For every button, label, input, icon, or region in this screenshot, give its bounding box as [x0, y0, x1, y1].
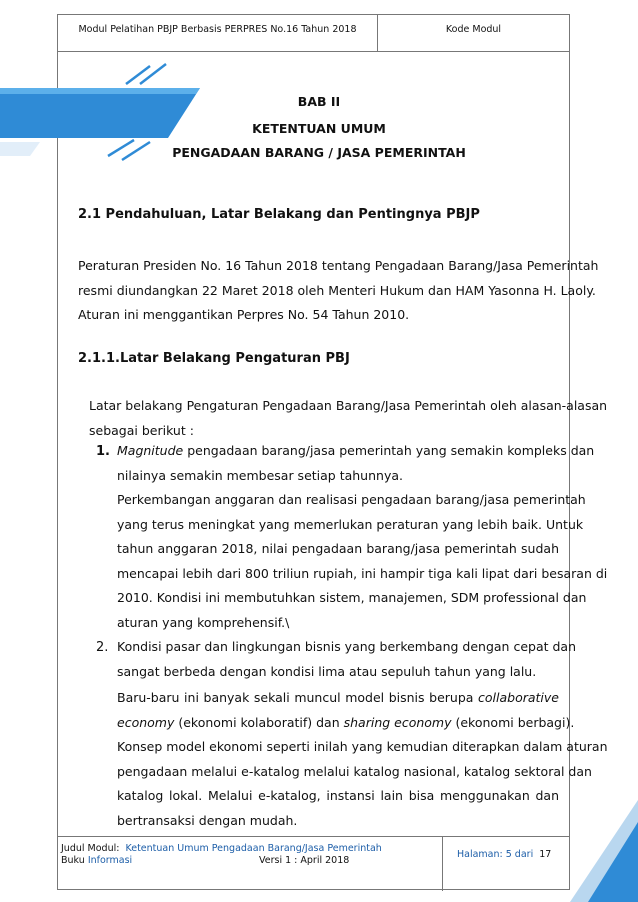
- italic-term: economy: [117, 714, 175, 730]
- buku-value: Informasi: [87, 855, 133, 866]
- text-line: katalog lokal. Melalui e-katalog, instansi lain bisa menggunakan dan: [117, 788, 559, 803]
- chapter-number: BAB II: [297, 94, 341, 109]
- judul-value: Ketentuan Umum Pengadaan Barang/Jasa Pemerintah: [125, 843, 382, 854]
- text-line: [117, 711, 575, 736]
- list-item-1: [117, 439, 608, 635]
- text-line: bertransaksi dengan mudah.: [117, 812, 298, 828]
- text-run: (ekonomi kolaboratif) dan: [174, 714, 344, 730]
- list-item-2: [117, 635, 576, 684]
- page-number: [457, 849, 551, 860]
- footer-line-judul: [61, 843, 391, 855]
- text-line: [117, 439, 595, 464]
- text-line: Kondisi pasar dan lingkungan bisnis yang berkembang dengan cepat dan: [117, 639, 576, 654]
- text-line: Konsep model ekonomi seperti inilah yang kemudian diterapkan dalam aturan: [117, 739, 608, 754]
- text-line: Aturan ini menggantikan Perpres No. 54 Tahun 2010.: [78, 307, 410, 322]
- section-2-1-heading: 2.1 Pendahuluan, Latar Belakang dan Pentingnya PBJP: [78, 207, 480, 222]
- text-line: resmi diundangkan 22 Maret 2018 oleh Menteri Hukum dan HAM Yasonna H. Laoly.: [78, 282, 596, 298]
- footer-line-buku: [61, 855, 391, 867]
- buku-label: Buku: [61, 855, 85, 866]
- text-line: 2010. Kondisi ini membutuhkan sistem, manajemen, SDM professional dan: [117, 590, 587, 605]
- corner-decoration: [570, 770, 638, 902]
- list-number-1: 1.: [96, 444, 110, 459]
- text-line: Peraturan Presiden No. 16 Tahun 2018 tentang Pengadaan Barang/Jasa Pemerintah: [78, 258, 599, 273]
- section-2-1-1-intro: [89, 394, 608, 443]
- module-title: Modul Pelatihan PBJP Berbasis PERPRES No.16 Tahun 2018: [58, 15, 378, 51]
- page-footer: [57, 836, 570, 890]
- section-2-1-paragraph: [78, 254, 599, 328]
- text-run: (ekonomi berbagi).: [451, 714, 575, 730]
- text-line: [117, 686, 559, 711]
- text-line: pengadaan melalui e-katalog melalui katalog nasional, katalog sektoral dan: [117, 763, 592, 779]
- chapter-title-line2: PENGADAAN BARANG / JASA PEMERINTAH: [172, 145, 466, 160]
- text-line: tahun anggaran 2018, nilai pengadaan barang/jasa pemerintah sudah: [117, 541, 559, 556]
- chapter-title-line1: KETENTUAN UMUM: [252, 121, 386, 136]
- page-total: 17: [539, 849, 552, 860]
- text-run: pengadaan barang/jasa pemerintah yang semakin kompleks dan: [183, 443, 595, 458]
- section-2-1-1-heading: 2.1.1.Latar Belakang Pengaturan PBJ: [78, 351, 350, 366]
- judul-label: Judul Modul:: [61, 843, 120, 854]
- text-line: mencapai lebih dari 800 triliun rupiah, ini hampir tiga kali lipat dari besaran di: [117, 565, 608, 581]
- italic-term: sharing economy: [343, 714, 452, 730]
- list-number-2: 2.: [96, 640, 109, 655]
- page-header: [57, 14, 570, 52]
- text-run: Baru-baru ini banyak sekali muncul model bisnis berupa: [117, 690, 479, 705]
- footer-module-info: [61, 843, 391, 867]
- text-line: aturan yang komprehensif.\: [117, 614, 290, 630]
- italic-term: Magnitude: [117, 443, 184, 458]
- text-line: sebagai berikut :: [89, 422, 194, 438]
- text-line: sangat berbeda dengan kondisi lima atau sepuluh tahun yang lalu.: [117, 663, 537, 679]
- italic-term: collaborative: [478, 690, 559, 705]
- text-line: nilainya semakin membesar setiap tahunnya.: [117, 467, 403, 483]
- module-code-label: Kode Modul: [445, 24, 502, 35]
- version-text: Versi 1 : April 2018: [259, 855, 350, 866]
- text-line: yang terus meningkat yang memerlukan peraturan yang lebih baik. Untuk: [117, 516, 584, 532]
- list-item-2-paragraph-2: [117, 686, 608, 833]
- text-line: Latar belakang Pengaturan Pengadaan Barang/Jasa Pemerintah oleh alasan-alasan: [89, 398, 608, 413]
- page-label: Halaman: 5 dari: [457, 849, 534, 860]
- text-line: Perkembangan anggaran dan realisasi pengadaan barang/jasa pemerintah: [117, 492, 586, 507]
- footer-divider: [442, 837, 443, 891]
